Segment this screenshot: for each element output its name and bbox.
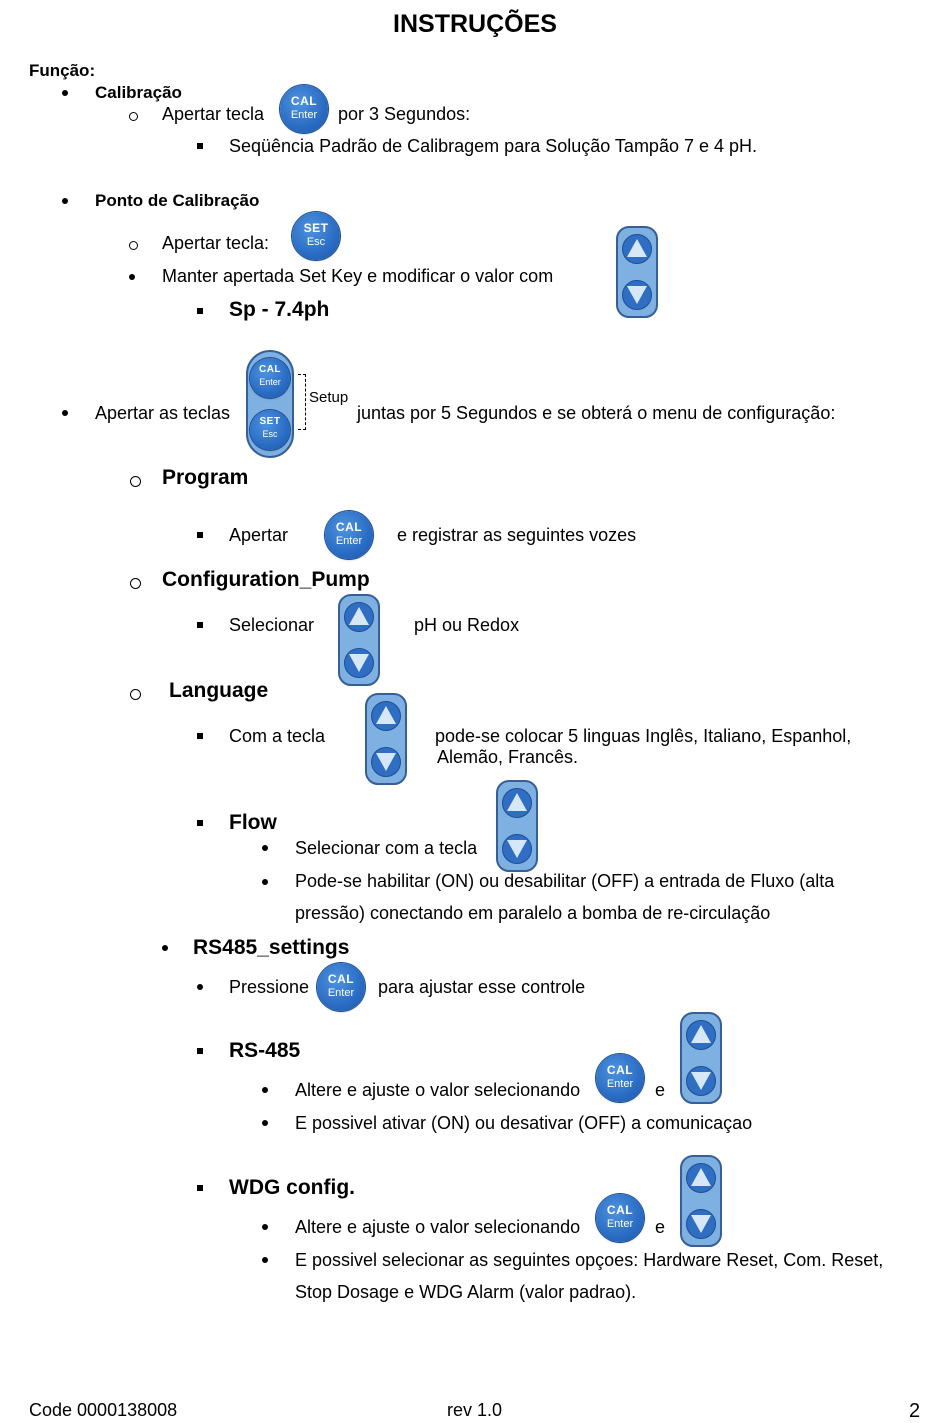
up-key-icon	[622, 234, 652, 264]
page-number: 2	[909, 1400, 921, 1422]
up-down-keys-icon	[680, 1155, 722, 1247]
key-sublabel: Enter	[327, 987, 355, 999]
key-label: CAL	[335, 520, 363, 534]
bullet	[129, 241, 138, 250]
flow-select-text: Selecionar com a tecla	[295, 838, 478, 858]
wdg-desc-text: E possivel selecionar as seguintes opçoes: Hardware Reset, Com. Reset,	[295, 1250, 884, 1270]
key-label: CAL	[606, 1203, 634, 1217]
rs485-heading: RS-485	[229, 1039, 301, 1062]
footer-rev: rev 1.0	[447, 1400, 503, 1420]
down-key-icon	[686, 1066, 716, 1096]
pump-heading: Configuration_Pump	[162, 568, 370, 591]
down-key-icon	[686, 1209, 716, 1239]
cal-enter-key-icon	[325, 511, 373, 559]
bullet	[262, 1087, 268, 1093]
language-key-text: Com a tecla	[229, 726, 326, 746]
up-key-icon	[686, 1163, 716, 1193]
ponto-hold-text: Manter apertada Set Key e modificar o valor com	[162, 266, 554, 286]
bullet	[262, 879, 268, 885]
bullet	[130, 689, 141, 700]
wdg-heading: WDG config.	[229, 1176, 355, 1199]
key-sublabel: Enter	[606, 1078, 634, 1090]
up-key-icon	[344, 602, 374, 632]
cal-enter-key-icon	[250, 358, 290, 398]
language-after-text: pode-se colocar 5 linguas Inglês, Italiano, Espanhol,	[435, 726, 852, 746]
language-heading: Language	[169, 679, 269, 702]
rs485-enable-text: E possivel ativar (ON) ou desativar (OFF) a comunicaçao	[295, 1113, 753, 1133]
wdg-desc-text-2: Stop Dosage e WDG Alarm (valor padrao).	[295, 1282, 637, 1302]
cal-enter-key-icon	[596, 1194, 644, 1242]
key-sublabel: Enter	[290, 109, 318, 121]
bullet	[262, 1257, 268, 1263]
key-sublabel: Enter	[259, 377, 281, 387]
cal-enter-key-icon	[317, 963, 365, 1011]
up-key-icon	[502, 788, 532, 818]
up-down-keys-icon	[365, 693, 407, 785]
up-down-keys-icon	[680, 1012, 722, 1104]
down-key-icon	[622, 280, 652, 310]
rs485-and-text: e	[655, 1080, 666, 1100]
down-key-icon	[502, 834, 532, 864]
bullet	[197, 733, 203, 739]
up-down-keys-icon	[496, 780, 538, 872]
down-key-icon	[371, 747, 401, 777]
key-label: SET	[259, 416, 281, 427]
key-sublabel: Enter	[335, 535, 363, 547]
key-label: CAL	[258, 364, 282, 375]
program-press-text: Apertar	[229, 525, 289, 545]
bullet	[197, 308, 203, 314]
pump-select-text: Selecionar	[229, 615, 315, 635]
cal-enter-key-icon	[596, 1054, 644, 1102]
ponto-heading: Ponto de Calibração	[95, 191, 260, 210]
rs485-settings-press-text: Pressione	[229, 977, 310, 997]
flow-desc-text: Pode-se habilitar (ON) ou desabilitar (OFF) a entrada de Fluxo (alta	[295, 871, 835, 891]
key-sublabel: Enter	[606, 1218, 634, 1230]
bullet	[262, 845, 268, 851]
key-label: CAL	[327, 972, 355, 986]
program-after-text: e registrar as seguintes vozes	[397, 525, 637, 545]
calibracao-sequence-text: Seqüência Padrão de Calibragem para Solução Tampão 7 e 4 pH.	[229, 136, 758, 156]
rs485-settings-heading: RS485_settings	[193, 936, 350, 959]
calibracao-press-text: Apertar tecla	[162, 104, 265, 124]
wdg-alter-text: Altere e ajuste o valor selecionando	[295, 1217, 581, 1237]
cal-set-combo-icon	[246, 350, 294, 458]
bullet	[62, 410, 68, 416]
calibracao-after-text: por 3 Segundos:	[338, 104, 471, 124]
bullet	[197, 984, 203, 990]
bullet	[262, 1120, 268, 1126]
bullet	[197, 143, 203, 149]
key-label: SET	[303, 221, 329, 235]
bullet	[197, 622, 203, 628]
page-title: INSTRUÇÕES	[393, 10, 557, 38]
bullet	[129, 112, 138, 121]
bullet	[197, 1185, 203, 1191]
flow-heading: Flow	[229, 811, 277, 834]
bullet	[197, 1048, 203, 1054]
setpoint-text: Sp - 7.4ph	[229, 298, 330, 321]
bullet	[130, 578, 141, 589]
cal-enter-key-icon	[280, 85, 328, 133]
key-label: CAL	[290, 94, 318, 108]
bullet	[197, 532, 203, 538]
footer-code: Code 0000138008	[29, 1400, 178, 1420]
setup-after-text: juntas por 5 Segundos e se obterá o menu de configuração:	[357, 403, 836, 423]
wdg-and-text: e	[655, 1217, 666, 1237]
pump-after-text: pH ou Redox	[414, 615, 520, 635]
key-label: CAL	[606, 1063, 634, 1077]
setup-brace	[298, 374, 306, 430]
rs485-alter-text: Altere e ajuste o valor selecionando	[295, 1080, 581, 1100]
up-key-icon	[686, 1020, 716, 1050]
setup-press-text: Apertar as teclas	[95, 403, 231, 423]
calibracao-heading: Calibração	[95, 83, 182, 102]
down-key-icon	[344, 648, 374, 678]
bullet	[262, 1224, 268, 1230]
setup-label: Setup	[309, 389, 349, 406]
rs485-settings-after-text: para ajustar esse controle	[378, 977, 586, 997]
bullet	[162, 945, 168, 951]
key-sublabel: Esc	[262, 429, 278, 439]
bullet	[62, 198, 68, 204]
set-esc-key-icon	[250, 410, 290, 450]
ponto-press-text: Apertar tecla:	[162, 233, 270, 253]
bullet	[130, 476, 141, 487]
bullet	[129, 274, 135, 280]
set-esc-key-icon	[292, 212, 340, 260]
up-down-keys-icon	[616, 226, 658, 318]
flow-desc-text-2: pressão) conectando em paralelo a bomba de re-circulação	[295, 903, 771, 923]
program-heading: Program	[162, 466, 249, 489]
up-down-keys-icon	[338, 594, 380, 686]
bullet	[197, 820, 203, 826]
key-sublabel: Esc	[306, 236, 326, 248]
funcao-label: Função:	[29, 61, 96, 80]
up-key-icon	[371, 701, 401, 731]
bullet	[62, 90, 68, 96]
language-after-text-2: Alemão, Francês.	[437, 747, 579, 767]
